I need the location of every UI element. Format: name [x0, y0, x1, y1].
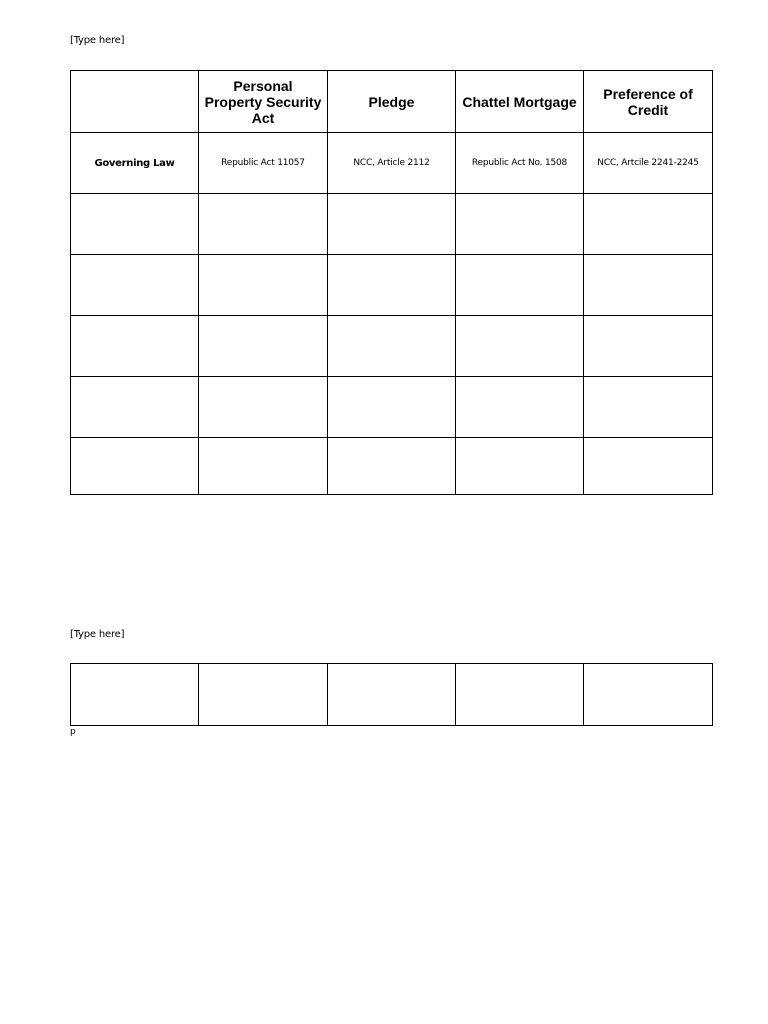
table-cell[interactable]: [328, 438, 456, 495]
table-row: [71, 194, 713, 255]
table-cell[interactable]: [71, 664, 199, 726]
table-row: [71, 377, 713, 438]
continuation-table: [70, 663, 713, 726]
table-cell[interactable]: [456, 377, 584, 438]
table-cell[interactable]: [199, 194, 328, 255]
table-cell[interactable]: [199, 438, 328, 495]
table-cell[interactable]: [456, 194, 584, 255]
table-cell[interactable]: [328, 377, 456, 438]
table-cell[interactable]: [328, 664, 456, 726]
comparison-table: [70, 70, 713, 495]
table-cell[interactable]: [199, 316, 328, 377]
table-cell[interactable]: [584, 664, 713, 726]
row-label[interactable]: [71, 377, 199, 438]
table-row: [71, 438, 713, 495]
table-cell[interactable]: [328, 255, 456, 316]
header-placeholder[interactable]: [Type here]: [70, 35, 125, 46]
table-cell[interactable]: [199, 377, 328, 438]
table-cell: NCC, Artcile 2241-2245: [584, 133, 713, 194]
row-label[interactable]: [71, 255, 199, 316]
table-cell[interactable]: [456, 438, 584, 495]
table-cell: Republic Act No. 1508: [456, 133, 584, 194]
table-cell[interactable]: [584, 316, 713, 377]
table-cell[interactable]: [199, 255, 328, 316]
column-header-pledge: Pledge: [328, 71, 456, 133]
table-row: [71, 133, 713, 194]
row-label[interactable]: [71, 438, 199, 495]
row-label: Governing Law: [71, 133, 199, 194]
table-cell[interactable]: [199, 664, 328, 726]
row-label[interactable]: [71, 316, 199, 377]
column-header-ppsa: Personal Property Security Act: [199, 71, 328, 133]
table-row: [71, 664, 713, 726]
table-cell[interactable]: [456, 664, 584, 726]
row-label[interactable]: [71, 194, 199, 255]
table-cell[interactable]: [584, 438, 713, 495]
table-cell[interactable]: [328, 316, 456, 377]
column-header-chattel-mortgage: Chattel Mortgage: [456, 71, 584, 133]
table-cell[interactable]: [584, 255, 713, 316]
table-cell[interactable]: [584, 377, 713, 438]
header-cell-empty: [71, 71, 199, 133]
table-cell[interactable]: [456, 255, 584, 316]
header-placeholder[interactable]: [Type here]: [70, 629, 125, 640]
table-row: [71, 316, 713, 377]
table-cell[interactable]: [456, 316, 584, 377]
table-cell: NCC, Article 2112: [328, 133, 456, 194]
table-header-row: [71, 71, 713, 133]
table-cell[interactable]: [328, 194, 456, 255]
table-cell: Republic Act 11057: [199, 133, 328, 194]
table-cell[interactable]: [584, 194, 713, 255]
stray-text: p: [70, 727, 76, 737]
table-row: [71, 255, 713, 316]
column-header-preference-of-credit: Preference of Credit: [584, 71, 713, 133]
